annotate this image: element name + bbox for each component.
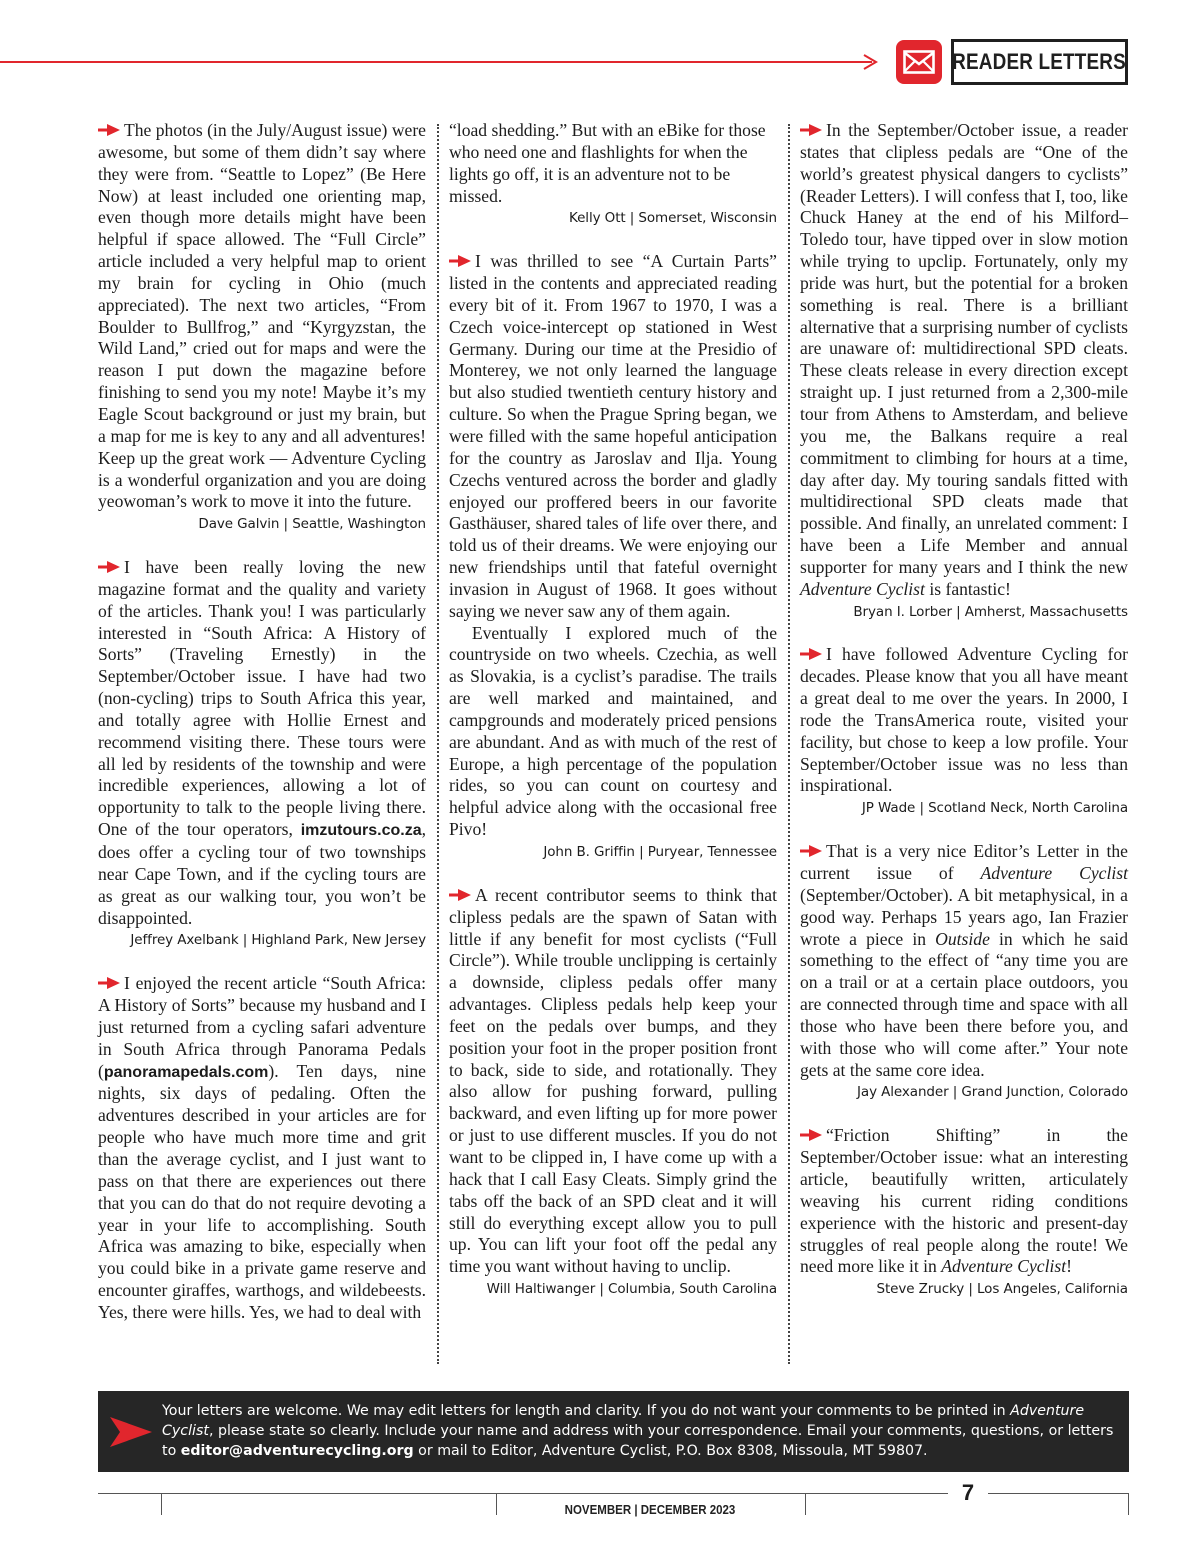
- email-link[interactable]: editor@adventurecycling.org: [180, 1443, 414, 1459]
- letter-bullet-icon: [98, 561, 120, 573]
- letter-text: A recent contributor seems to think that clipless pedals are the spawn of Satan with little if any benefit for most cyclists (“Full Circle”). While trouble unclipping is certainly a downside, clipless pedals offer many advantages. Clipless pedals help keep your feet on the pedals over bumps, and they position your foot in the proper position front to back, side to side, and rotationally. They also allow for pushing forward, pulling backward, and even lifting up for more power or just to use different muscles. If you do not want to be clipped in, I have come up with a hack that I call Easy Cleats. Simply grind the tabs off the back of an SPD cleat and it will still do everything except allow you to pull up. You can lift your foot off the pedal any time you want without having to unclip.: [449, 884, 777, 1277]
- publication-title: Outside: [935, 928, 990, 949]
- letter-signature: Jeffrey Axelbank | Highland Park, New Jersey: [130, 932, 426, 949]
- envelope-icon: [896, 40, 942, 84]
- letter-bullet-icon: [800, 845, 822, 857]
- notice-sentence: Your letters are welcome. We may edit letters for length and clarity. If you do not want your comments to be printed in: [162, 1403, 1011, 1419]
- notice-sentence: or mail to Editor, Adventure Cyclist, P.O. Box 8308, Missoula, MT 59807.: [413, 1443, 928, 1459]
- letter-bullet-icon: [98, 977, 120, 989]
- letter-galvin: [98, 120, 426, 535]
- letter-signature: Steve Zrucky | Los Angeles, California: [876, 1281, 1128, 1298]
- section-label: [951, 39, 1128, 85]
- letter-ott-start: [98, 973, 426, 1324]
- letter-body: [449, 120, 777, 207]
- letter-griffin: [449, 251, 777, 863]
- letter-body: [98, 120, 426, 513]
- website-link[interactable]: imzutours.co.za: [300, 822, 422, 840]
- letter-text: in which he said something to the effect of “any time you are on a trail or at a certain place outdoors, you are connected through time and space with all those who have been there before you, and with those who will come after.” Your note gets at the same core idea.: [800, 928, 1128, 1080]
- footer-tick: [496, 1493, 497, 1515]
- letter-text: , does offer a cycling tour of two townships near Cape Town, and if the cycling tours are as great as our walking tour, you won’t be disappointed.: [98, 819, 426, 928]
- notice-sentence: , please state so clearly. Include your name and address with your correspondence. Email your comments, questions, or letters to: [162, 1423, 1114, 1459]
- submission-notice: [98, 1391, 1129, 1472]
- notice-text: [162, 1401, 1120, 1461]
- letter-signature: Dave Galvin | Seattle, Washington: [198, 516, 426, 533]
- letter-text: “Friction Shifting” in the September/October issue: what an interesting article, beautifully written, articulately weaving his current riding conditions experience with the historic and present-day struggles of real people along the route! We need more like it in: [800, 1125, 1128, 1277]
- letter-bullet-icon: [800, 1129, 822, 1141]
- letter-text: is fantastic!: [924, 578, 1011, 599]
- footer-tick: [1128, 1493, 1129, 1515]
- letter-body: [98, 973, 426, 1324]
- letter-body: [98, 557, 426, 929]
- column-3: [800, 120, 1128, 1322]
- letter-body: [449, 623, 777, 841]
- footer-tick: [805, 1493, 806, 1515]
- letter-body: [449, 251, 777, 622]
- letter-text: “load shedding.” But with an eBike for those who need one and flashlights for when the lights go off, it is an adventure not to be missed.: [449, 120, 766, 206]
- letter-body: [449, 885, 777, 1278]
- letter-bullet-icon: [800, 124, 822, 136]
- column-divider: [437, 124, 439, 1364]
- letter-axelbank: [98, 557, 426, 951]
- letter-text: ). Ten days, nine nights, six days of pedaling. Often the adventures described in your articles are for people who have much more time and grit than the average cyclist, and I just want to pass on that there are experiences out there that you can do that do not require devoting a year in your life to accomplishing. South Africa was amazing to bike, especially when you could bike in a private game reserve and encounter giraffes, warthogs, and wildebeests. Yes, there were hills. Yes, we had to deal with: [98, 1060, 426, 1322]
- publication-title: Adventure Cyclist: [941, 1256, 1067, 1277]
- header-rule: [0, 61, 872, 63]
- letter-wade: [800, 644, 1128, 819]
- letter-signature: JP Wade | Scotland Neck, North Carolina: [861, 800, 1128, 817]
- letter-signature: Jay Alexander | Grand Junction, Colorado: [857, 1084, 1128, 1101]
- letter-bullet-icon: [449, 889, 471, 901]
- publication-title: Adventure Cyclist: [162, 1403, 1085, 1439]
- letter-text: I have been really loving the new magazine format and the quality and variety of the articles. Thank you! I was particularly interested in “South Africa: A History of Sorts” (Traveling Ernestly) in the September/October issue. I have had two (non-cycling) trips to South Africa this year, and totally agree with Hollie Ernest and recommend visiting there. These tours were all led by residents of the township and were incredible experiences, allowing a lot of opportunity to talk to the people living there. One of the tour operators,: [98, 557, 426, 840]
- letter-alexander: [800, 841, 1128, 1103]
- letter-text: That is a very nice Editor’s Letter in the current issue of: [800, 841, 1128, 883]
- letter-text: (September/October). A bit metaphysical, in a good way. Perhaps 15 years ago, Ian Frazier wrote a piece in: [800, 884, 1128, 949]
- letter-signature: John B. Griffin | Puryear, Tennessee: [543, 844, 777, 860]
- letter-bullet-icon: [449, 255, 471, 267]
- letter-signature: Bryan I. Lorber | Amherst, Massachusetts: [853, 603, 1128, 620]
- publication-title: Adventure Cyclist: [800, 578, 925, 599]
- arrow-right-icon: [110, 1417, 152, 1447]
- column-divider: [788, 124, 790, 1364]
- website-link[interactable]: panoramapedals.com: [103, 1063, 269, 1081]
- letter-body: [800, 1125, 1128, 1278]
- footer-tick: [161, 1493, 162, 1515]
- letter-body: [800, 644, 1128, 797]
- letter-zrucky: [800, 1125, 1128, 1300]
- column-1: [98, 120, 426, 1346]
- letter-text: The photos (in the July/August issue) were awesome, but some of them didn’t say where they were from. “Seattle to Lopez” (Be Here Now) at least included one orienting map, even though more details might have been helpful if space allowed. The “Full Circle” article included a very helpful map to orient my brain for cycling in Ohio (much appreciated). The next two articles, “From Boulder to Bullfrog,” and “Kyrgyzstan, the Wild Land,” cried out for maps and were the reason I put down the magazine before finishing to send you my note! Maybe it’s my Eagle Scout background or just my brain, but a map for me is key to any and all adventures! Keep up the great work — Adventure Cycling is a wonderful organization and you are doing yeowoman’s work to move it into the future.: [98, 120, 426, 512]
- letter-ott-end: [449, 120, 777, 229]
- issue-date: NOVEMBER | DECEMBER 2023: [564, 1503, 736, 1517]
- page-number: 7: [948, 1480, 988, 1506]
- letter-text: In the September/October issue, a reader states that clipless pedals are “One of the world’s greatest physical dangers to cyclists” (Reader Letters). I will confess that I, too, like Chuck Haney at the end of his Milford–Toledo tour, have tipped over in slow motion while trying to upclip. Fortunately, only my pride was hurt, but the potential for a broken something is real. There is a brilliant alternative that a surprising number of cyclists are unaware of: multidirectional SPD cleats. These cleats release in every direction except straight up. I just returned from a 2,300-mile tour from Athens to Amsterdam, and believe you me, the Balkans require a real commitment to climbing for hours at a time, day after day. My touring sandals fitted with multidirectional SPD cleats made that possible. And finally, an unrelated comment: I have been a Life Member and annual supporter for many years and I think the new: [800, 120, 1128, 577]
- letter-text: Eventually I explored much of the countryside on two wheels. Czechia, as well as Slovakia, is a cyclist’s paradise. The trails are well marked and maintained, and campgrounds and moderately priced pensions are abundant. And as with much of the rest of Europe, a high percentage of the population rides, so you can count on courtesy and helpful advice along with the occasional free Pivo!: [449, 622, 777, 840]
- letter-body: [800, 120, 1128, 601]
- letter-body: [800, 841, 1128, 1081]
- publication-title: Adventure Cyclist: [980, 863, 1128, 883]
- column-2: [449, 120, 777, 1322]
- letter-signature: Will Haltiwanger | Columbia, South Carolina: [486, 1281, 777, 1298]
- letter-haltiwanger: [449, 885, 777, 1300]
- letter-text: !: [1066, 1256, 1072, 1277]
- letter-bullet-icon: [98, 124, 120, 136]
- arrow-right-icon: [862, 53, 880, 71]
- letter-bullet-icon: [800, 648, 822, 660]
- section-title: READER LETTERS: [952, 49, 1127, 74]
- letter-text: I was thrilled to see “A Curtain Parts” listed in the contents and appreciated reading every bit of it. From 1967 to 1970, I was a Czech voice-intercept op stationed in West Germany. During our time at the Presidio of Monterey, we not only learned the language but also studied twentieth century history and culture. So when the Prague Spring began, we were filled with the same hopeful anticipation for the country as Jaroslav and Ilja. Young Czechs ventured across the border and gladly enjoyed our proffered beers in our favorite Gasthäuser, shared tales of life over there, and told us of their dreams. We were enjoying our new friendships until that fateful overnight invasion in August of 1968. It goes without saying we never saw any of them again.: [449, 251, 777, 621]
- letter-lorber: [800, 120, 1128, 623]
- letter-text: I have followed Adventure Cycling for decades. Please know that you all have meant a great deal to me over the years. In 2000, I rode the TransAmerica route, visited your facility, but chose to keep a low profile. Your September/October issue was no less than inspirational.: [800, 644, 1128, 796]
- letter-signature: Kelly Ott | Somerset, Wisconsin: [569, 210, 777, 227]
- letter-text: I enjoyed the recent article “South Africa: A History of Sorts” because my husband and I just returned from a cycling safari adventure in South Africa through Panorama Pedals (: [98, 973, 426, 1081]
